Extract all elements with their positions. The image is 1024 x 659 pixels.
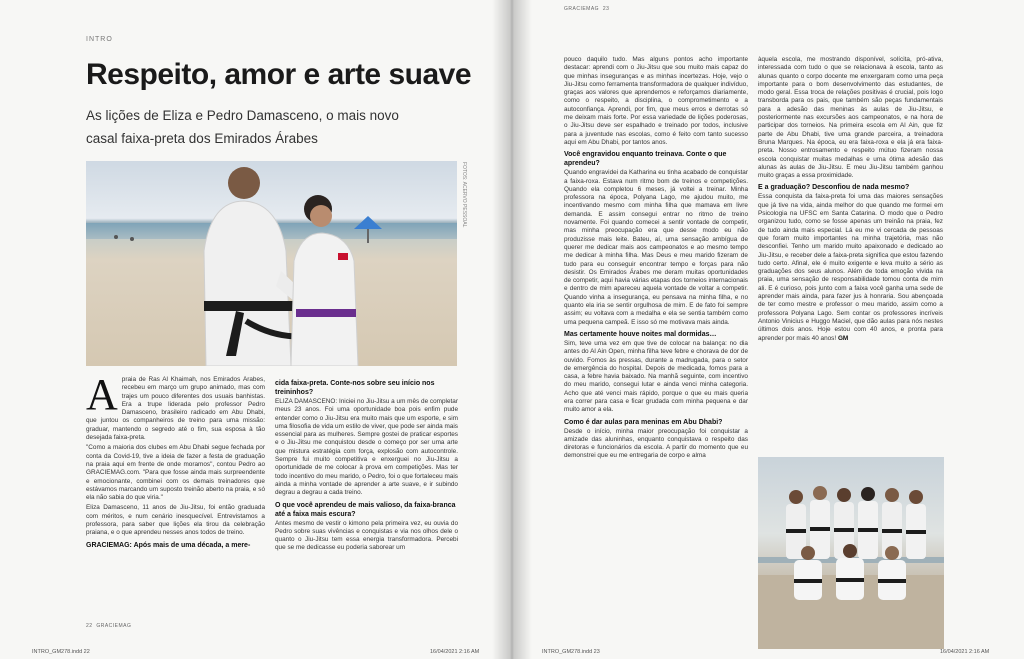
kneeling-row <box>794 544 906 600</box>
distant-person <box>114 235 118 239</box>
paragraph: ELIZA DAMASCENO: Iniciei no Jiu-Jitsu a um mês de completar meus 23 anos. Foi uma oportunidade boa pois enfim pude entender como o Jiu-Jitsu era muito mais que um esporte, e sim uma filosofia de vida um estilo de viver, que pode ser ainda mais essencial para as mulheres. Sempre gostei de praticar esportes e o Jiu-Jitsu me conquistou desde o começo por ser uma arte que mistura estratégia com força, explosão com autocontrole. Sempre fui muito competitiva e enxerguei no Jiu-Jitsu a oportunidade de me colocar à prova em competições. Mas ter todo incentivo do meu marido, o Pedro, foi o que fortaleceu mais ainda a minha vontade de aprender a arte suave, e ir subindo degrau a degrau a cada treino. <box>275 398 458 497</box>
file-footer: INTRO_GM278.indd 22 <box>32 649 90 655</box>
woman-face <box>310 205 332 227</box>
paragraph: Eliza Damasceno, 11 anos de Jiu-Jitsu, foi então graduada com méritos, e num cenário inesquecível. Entrevistamos a professora, para saber que lições ela tirou da celebração praiana, e o que aprendeu nesses anos todos de treino. <box>86 504 265 537</box>
paragraph: Essa conquista da faixa-preta foi uma das maiores sensações que já tive na vida, ainda melhor do que quando me formei em Psicologia na UFSC em Santa Catarina. O modo que o Pedro organizou tudo, como se fosse apenas um treinão na praia, fez de tudo ainda mais especial. Lá eu me vi cercada de pessoas que foram muito importantes na minha trajetória, mas não desconfiei. Tenho um marido muito apaixonado e dedicado ao Jiu-Jitsu, e receber dele a faixa-preta significa que estou fazendo tudo certo. Afinal, ele é muito exigente e leva muito a sério as graduações dos seus alunos. Além de toda emoção vivida na praia, uma sensação de responsabilidade tomou conta de mim ali. E é curioso, pois junto com a faixa você ganha uma sede de aprender mais ainda, para fazer jus à honraria. Sou abençoada de ter como mestre e professor o meu marido, assim como a professora Polyana Lago. Sem contar os professores incríveis Antonio Vinicius e Huggo Maciel, que dão aulas para nós nestes últimos dois anos. Hoje estou com 40 anos, e pronta para aprender por mais 40 anos! <box>758 193 943 342</box>
text-column-1 <box>86 376 265 616</box>
paragraph: àquela escola, me mostrando disponível, solícita, pró-ativa, interessada com tudo o que se relacionava à escola, tanto as alunas quanto o corpo docente me enxergaram como uma peça importante para o bom desenvolvimento das estudantes, de modo geral. Essa troca de relações positivas é crucial, pois logo transborda para os pais, que também são peças fundamentais para a adesão das meninas às aulas de Jiu-Jitsu, e posteriormente nas excursões aos campeonatos, e na hora de participar dos torneios. Na primeira escola em Al Ain, que fiz parte de Abu Dhabi, tive uma grande parceira, a treinadora Bruna Marques. Na época, eu era faixa-roxa e ela já era faixa-preta. Nosso entrosamento e respeito mútuo fizeram nossa escola conquistar muitas medalhas e uma ótima adesão das alunas às aulas de Jiu-Jitsu. E meu Jiu-Jitsu também ganhou muito graças a essa proximidade. <box>758 56 943 180</box>
subtitle: As lições de Eliza e Pedro Damasceno, o mais novo casal faixa-preta dos Emirados Árabes <box>86 108 399 146</box>
paragraph: "Como a maioria dos clubes em Abu Dhabi segue fechada por conta da Covid-19, tive a ideia de fazer a festa de graduação na praia aqui em frente de onde moramos", contou Pedro ao GRACIEMAG.com. "Para que fosse ainda mais surpreendente e emocionante, combinei com os demais treinadores que estávamos marcando um suposto treinão aberto na praia, e só ela não sabia do que viria." <box>86 444 265 502</box>
uae-flag-patch <box>338 253 348 260</box>
interview-question: Mas certamente houve noites mal dormidas… <box>564 330 717 338</box>
team-photo <box>758 457 944 649</box>
drop-cap: A <box>86 376 118 419</box>
headline: Respeito, amor e arte suave <box>86 58 472 91</box>
paragraph: Desde o início, minha maior preocupação foi conquistar a amizade das aluninhas, enquanto conquistava o respeito das diretoras e funcionários da escola. A partir do momento que eu demonstrei que eu me entregaria de corpo e alma <box>564 427 748 460</box>
folio-brand: GRACIEMAG <box>96 623 132 629</box>
page-folio <box>564 6 609 12</box>
folio-brand: GRACIEMAG <box>564 6 600 12</box>
team-figures <box>758 457 944 649</box>
page-folio <box>86 623 131 629</box>
text-column-2 <box>275 376 458 616</box>
distant-person <box>130 237 134 241</box>
page-number: 22 <box>86 623 93 629</box>
interview-question: E a graduação? Desconfiou de nada mesmo? <box>758 184 910 192</box>
man-belt <box>204 301 294 311</box>
paragraph: praia de Ras Al Khaimah, nos Emirados Árabes, recebeu em março um grupo animado, mas com trajes um pouco diferentes dos usuais banhistas. Era a trupe liderada pelo professor Pedro Damasceno, brasileiro radicado em Abu Dhabi, que juntou os companheiros de treino para uma missão: graduar, mantendo o segredo até o fim, sua esposa à tão desejada faixa-preta. <box>86 376 265 442</box>
date-footer: 16/04/2021 2:16 AM <box>430 649 480 655</box>
umbrella-pole <box>367 229 369 243</box>
woman-purple-belt <box>296 309 356 317</box>
umbrella-shape <box>354 216 382 229</box>
interview-question: Você engravidou enquanto treinava. Conte o que aprendeu? <box>564 151 727 168</box>
file-footer: INTRO_GM278.indd 23 <box>542 649 600 655</box>
interview-question: Como é dar aulas para meninas em Abu Dhabi? <box>564 418 723 426</box>
photo-figures <box>86 161 457 366</box>
paragraph: Antes mesmo de vestir o kimono pela primeira vez, eu ouvia do Pedro sobre suas vivências e conquistas e via nos olhos dele o quanto o Jiu-Jitsu tem essa energia transformadora. Percebi que se me dedicasse eu poderia saborear um <box>275 519 458 552</box>
woman-gi <box>291 233 358 366</box>
end-mark: GM <box>837 334 849 342</box>
photo-credit: FOTOS: ACERVO PESSOAL <box>461 162 467 228</box>
paragraph: Quando engravidei da Katharina eu tinha acabado de conquistar a faixa-roxa. Estava num ritmo bom de treinos e competições. Quando ela completou 6 meses, já voltei a treinar. Minha professora na época, Polyana Lago, me ajudou muito, me incentivando mesmo com minha filha que mamava em livre demanda. E assim consegui entrar no ritmo de treino novamente. Foi quando comecei a sentir vontade de competir, mas minha preocupação era que desse modo eu não produzisse mais leite. Bateu, aí, uma sensação ambígua de querer me dedicar mais aos campeonatos e ao mesmo tempo me dedicar à minha filha. Mas Deus e meu marido fizeram de tudo para eu conseguir encontrar tempo e forças para não desistir. Os Emirados Árabes me deram muitas oportunidades de competir, aqui havia várias etapas dos torneios internacionais e dentro de mim apareceu aquela vontade de voltar a competir. Quando vinha a insegurança, eu pensava na minha filha, e no quanto ela iria se sentir orgulhosa de mim. E de fato foi sempre assim; eu voltava com a medalha e ela se sentia também como uma pequena campeã. E isso só me motivava mais ainda. <box>564 169 748 326</box>
text-column-3 <box>564 56 748 631</box>
page-number: 23 <box>602 6 610 12</box>
date-footer: 16/04/2021 2:16 AM <box>940 649 990 655</box>
man-head <box>228 167 260 199</box>
beach-photo <box>86 161 457 366</box>
paragraph: pouco daquilo tudo. Mas alguns pontos acho importante destacar: aprendi com o Jiu-Jitsu que sou muito mais capaz do que minhas inseguranças e as minhas incertezas. Hoje, vejo o Jiu-Jitsu como ferramenta transformadora de qualquer indivíduo, graças aos valores que aprendemos e reforçamos diariamente, como o respeito, a disciplina, o comprometimento e a autoconfiança. Aprendi, por fim, que meus erros e derrotas só me deixam mais forte. Por essa variedade de lições poderosas, o Jiu-Jitsu deve ser espalhado e treinado por todos, inclusive para a juventude nas escolas, como é feito com tanto sucesso aqui em Abu Dhabi, por tantos anos. <box>564 56 748 146</box>
interview-question: cida faixa-preta. Conte-nos sobre seu início nos treininhos? <box>275 380 435 396</box>
paragraph: Sim, teve uma vez em que tive de colocar na balança: no dia antes do Al Ain Open, minha filha teve febre e chorava de dor de ouvido. Fomos às pressas, durante a madrugada, para o setor de emergência do hospital. Depois de medicada, fomos para a casa, a febre havia baixado. Na manhã seguinte, com incentivo do meu marido, consegui lutar e ainda venci minha categoria. Acho que até venci mais rápido, porque o que eu mais queria era correr para casa e ficar grudada com minha pequena e dar muito amor a ela. <box>564 339 748 414</box>
interview-question: GRACIEMAG: Após mais de uma década, a mere- <box>86 541 251 549</box>
section-label: INTRO <box>86 36 113 43</box>
text-column-4 <box>758 56 943 451</box>
right-page <box>512 0 1024 659</box>
interview-question: O que você aprendeu de mais valioso, da faixa-branca até a faixa mais escura? <box>275 501 456 518</box>
page-gutter <box>492 0 532 659</box>
